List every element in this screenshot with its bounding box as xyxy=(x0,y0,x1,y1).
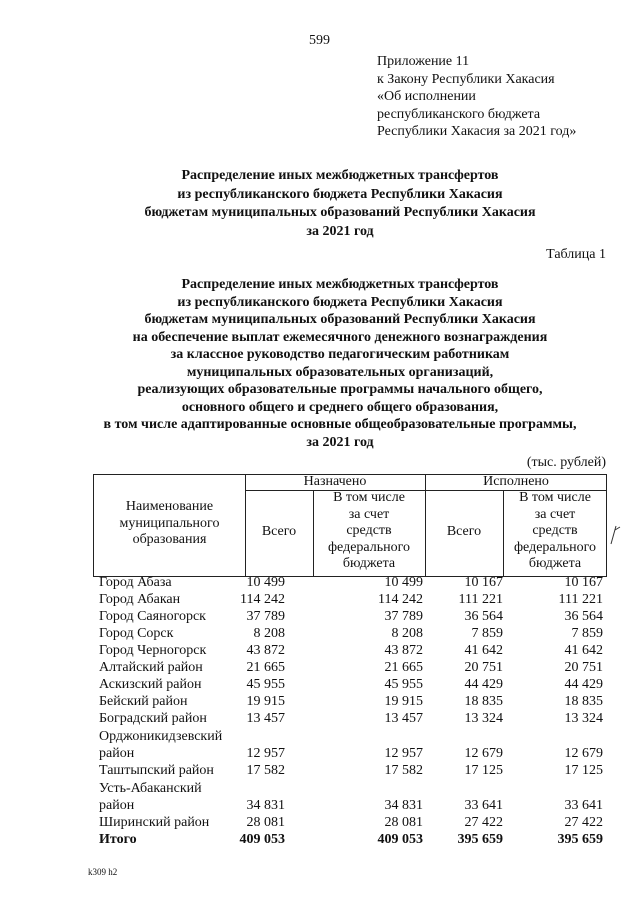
table-row xyxy=(99,693,607,710)
table-row xyxy=(99,642,607,659)
executed-federal-value: 12 679 xyxy=(564,745,603,761)
executed-federal-value: 27 422 xyxy=(564,814,603,830)
executed-federal-value: 10 167 xyxy=(564,574,603,590)
title-line: из республиканского бюджета Республики Хакасия xyxy=(177,186,503,202)
assigned-total-value: 28 081 xyxy=(246,814,285,830)
executed-total-value: 36 564 xyxy=(464,608,503,624)
assigned-federal-value: 37 789 xyxy=(384,608,423,624)
appendix-line: к Закону Республики Хакасия xyxy=(377,71,555,87)
header-executed-total: Всего xyxy=(446,524,482,539)
header-line: бюджета xyxy=(528,556,582,571)
table-row xyxy=(99,625,607,642)
pen-mark-icon xyxy=(608,524,624,546)
header-line: средств xyxy=(532,523,578,538)
header-assigned-total: Всего xyxy=(261,524,297,539)
executed-federal-value: 17 125 xyxy=(564,762,603,778)
executed-total-value: 17 125 xyxy=(464,762,503,778)
row-name xyxy=(99,832,249,849)
table-title-line: бюджетам муниципальных образований Республики Хакасия xyxy=(144,312,536,327)
table-row xyxy=(99,608,607,625)
assigned-federal-value: 21 665 xyxy=(384,659,423,675)
table-title-line: на обеспечение выплат ежемесячного денежного вознаграждения xyxy=(132,329,548,345)
header-line: В том числе xyxy=(333,490,405,505)
table-title xyxy=(40,276,639,451)
executed-total-value: 10 167 xyxy=(464,574,503,590)
page-number: 599 xyxy=(309,33,330,48)
assigned-federal-value: 19 915 xyxy=(384,693,423,709)
row-name xyxy=(99,694,249,711)
executed-federal-value: 20 751 xyxy=(564,659,603,675)
header-line: средств xyxy=(346,523,392,538)
executed-federal-value: 44 429 xyxy=(564,676,603,692)
footer-code: k309 h2 xyxy=(88,867,118,877)
assigned-federal-value: 114 242 xyxy=(378,591,423,607)
assigned-federal-value: 45 955 xyxy=(384,676,423,692)
assigned-total-value: 10 499 xyxy=(246,574,285,590)
assigned-total-value: 8 208 xyxy=(253,625,285,641)
executed-federal-value: 7 859 xyxy=(571,625,603,641)
row-name xyxy=(99,781,249,814)
appendix-line: Приложение 11 xyxy=(377,54,470,69)
table-row xyxy=(99,727,607,762)
table-title-line: из республиканского бюджета Республики Хакасия xyxy=(177,294,503,310)
row-name xyxy=(99,660,249,677)
row-name xyxy=(99,815,249,832)
table-row xyxy=(99,762,607,779)
header-executed-federal xyxy=(503,490,607,573)
assigned-federal-value: 8 208 xyxy=(391,625,423,641)
units-label: (тыс. рублей) xyxy=(526,455,606,470)
header-line: федерального xyxy=(327,539,411,555)
row-name-line: Город Черногорск xyxy=(99,642,207,658)
row-name xyxy=(99,677,249,694)
table-row xyxy=(99,659,607,676)
row-name xyxy=(99,643,249,660)
row-name xyxy=(99,711,249,728)
executed-total-value: 27 422 xyxy=(464,814,503,830)
table-title-line: Распределение иных межбюджетных трансфертов xyxy=(181,277,499,292)
executed-total-value: 18 835 xyxy=(464,693,503,709)
row-name xyxy=(99,575,249,592)
assigned-total-value: 43 872 xyxy=(246,642,285,658)
executed-total-value: 44 429 xyxy=(464,676,503,692)
title-line: Распределение иных межбюджетных трансфертов xyxy=(181,168,499,183)
assigned-total-value: 13 457 xyxy=(246,710,285,726)
assigned-federal-value: 13 457 xyxy=(384,710,423,726)
table-total-row xyxy=(99,831,607,848)
row-name-line: район xyxy=(99,797,135,813)
header-line: федерального xyxy=(513,539,597,555)
row-name-line: Город Абаза xyxy=(99,574,172,590)
document-title xyxy=(40,167,639,241)
table-row xyxy=(99,676,607,693)
executed-total-value: 111 221 xyxy=(458,591,503,607)
row-name-line: Ширинский район xyxy=(99,814,210,830)
header-line: за счет xyxy=(534,506,576,522)
row-name xyxy=(99,609,249,626)
executed-federal-value: 41 642 xyxy=(564,642,603,658)
row-name-line: Бейский район xyxy=(99,693,188,709)
assigned-total-value: 409 053 xyxy=(239,831,285,847)
table-title-line: за 2021 год xyxy=(306,434,374,450)
header-line: В том числе xyxy=(519,490,591,505)
executed-total-value: 395 659 xyxy=(457,831,503,847)
assigned-federal-value: 10 499 xyxy=(384,574,423,590)
header-name xyxy=(93,499,246,549)
executed-federal-value: 36 564 xyxy=(564,608,603,624)
row-name xyxy=(99,592,249,609)
executed-total-value: 20 751 xyxy=(464,659,503,675)
assigned-federal-value: 28 081 xyxy=(384,814,423,830)
appendix-reference xyxy=(377,53,576,141)
assigned-total-value: 114 242 xyxy=(240,591,285,607)
header-line: за счет xyxy=(348,506,390,522)
table-title-line: основного общего и среднего общего образования, xyxy=(181,399,499,415)
assigned-total-value: 37 789 xyxy=(246,608,285,624)
assigned-federal-value: 43 872 xyxy=(384,642,423,658)
row-name-line: Город Сорск xyxy=(99,625,174,641)
executed-federal-value: 13 324 xyxy=(564,710,603,726)
executed-federal-value: 33 641 xyxy=(564,797,603,813)
assigned-federal-value: 12 957 xyxy=(384,745,423,761)
header-group-assigned: Назначено xyxy=(303,474,367,489)
table-title-line: реализующих образовательные программы начального общего, xyxy=(137,382,543,397)
row-name-line: Усть-Абаканский xyxy=(99,781,202,796)
assigned-total-value: 19 915 xyxy=(246,693,285,709)
assigned-total-value: 34 831 xyxy=(246,797,285,813)
title-line: за 2021 год xyxy=(306,223,374,239)
header-line: Наименование xyxy=(125,499,214,514)
row-name xyxy=(99,763,249,780)
executed-federal-value: 395 659 xyxy=(557,831,603,847)
row-name-line: Таштыпский район xyxy=(99,762,214,778)
assigned-federal-value: 34 831 xyxy=(384,797,423,813)
title-line: бюджетам муниципальных образований Республики Хакасия xyxy=(144,205,536,220)
table-title-line: муниципальных образовательных организаций, xyxy=(186,364,494,380)
executed-total-value: 12 679 xyxy=(464,745,503,761)
table-row xyxy=(99,710,607,727)
assigned-total-value: 12 957 xyxy=(246,745,285,761)
row-name-line: Боградский район xyxy=(99,710,207,726)
row-name-line: Аскизский район xyxy=(99,676,202,692)
executed-total-value: 41 642 xyxy=(464,642,503,658)
appendix-line: республиканского бюджета xyxy=(377,106,541,122)
table-label: Таблица 1 xyxy=(546,247,606,262)
row-name-line: Орджоникидзевский xyxy=(99,729,223,744)
appendix-line: Республики Хакасия за 2021 год» xyxy=(377,124,577,139)
executed-federal-value: 111 221 xyxy=(558,591,603,607)
executed-total-value: 7 859 xyxy=(471,625,503,641)
table-row xyxy=(99,779,607,814)
assigned-federal-value: 17 582 xyxy=(384,762,423,778)
appendix-line: «Об исполнении xyxy=(377,89,476,104)
table-title-line: за классное руководство педагогическим работникам xyxy=(170,347,510,362)
header-line: муниципального xyxy=(119,515,220,531)
executed-federal-value: 18 835 xyxy=(564,693,603,709)
header-group-executed: Исполнено xyxy=(483,474,549,489)
row-name-line: Город Саяногорск xyxy=(99,608,206,624)
header-line: бюджета xyxy=(342,556,396,571)
table-row xyxy=(99,591,607,608)
table-row xyxy=(99,814,607,831)
header-line: образования xyxy=(132,532,207,547)
row-name-line: район xyxy=(99,745,135,761)
executed-total-value: 33 641 xyxy=(464,797,503,813)
header-assigned-federal xyxy=(313,490,425,573)
executed-total-value: 13 324 xyxy=(464,710,503,726)
table-row xyxy=(99,574,607,591)
assigned-total-value: 17 582 xyxy=(246,762,285,778)
row-name xyxy=(99,626,249,643)
assigned-total-value: 45 955 xyxy=(246,676,285,692)
row-name-line: Итого xyxy=(99,831,137,847)
assigned-total-value: 21 665 xyxy=(246,659,285,675)
row-name-line: Город Абакан xyxy=(99,591,181,607)
row-name-line: Алтайский район xyxy=(99,659,203,675)
row-name xyxy=(99,729,249,762)
table-title-line: в том числе адаптированные основные общеобразовательные программы, xyxy=(103,417,577,432)
assigned-federal-value: 409 053 xyxy=(377,831,423,847)
